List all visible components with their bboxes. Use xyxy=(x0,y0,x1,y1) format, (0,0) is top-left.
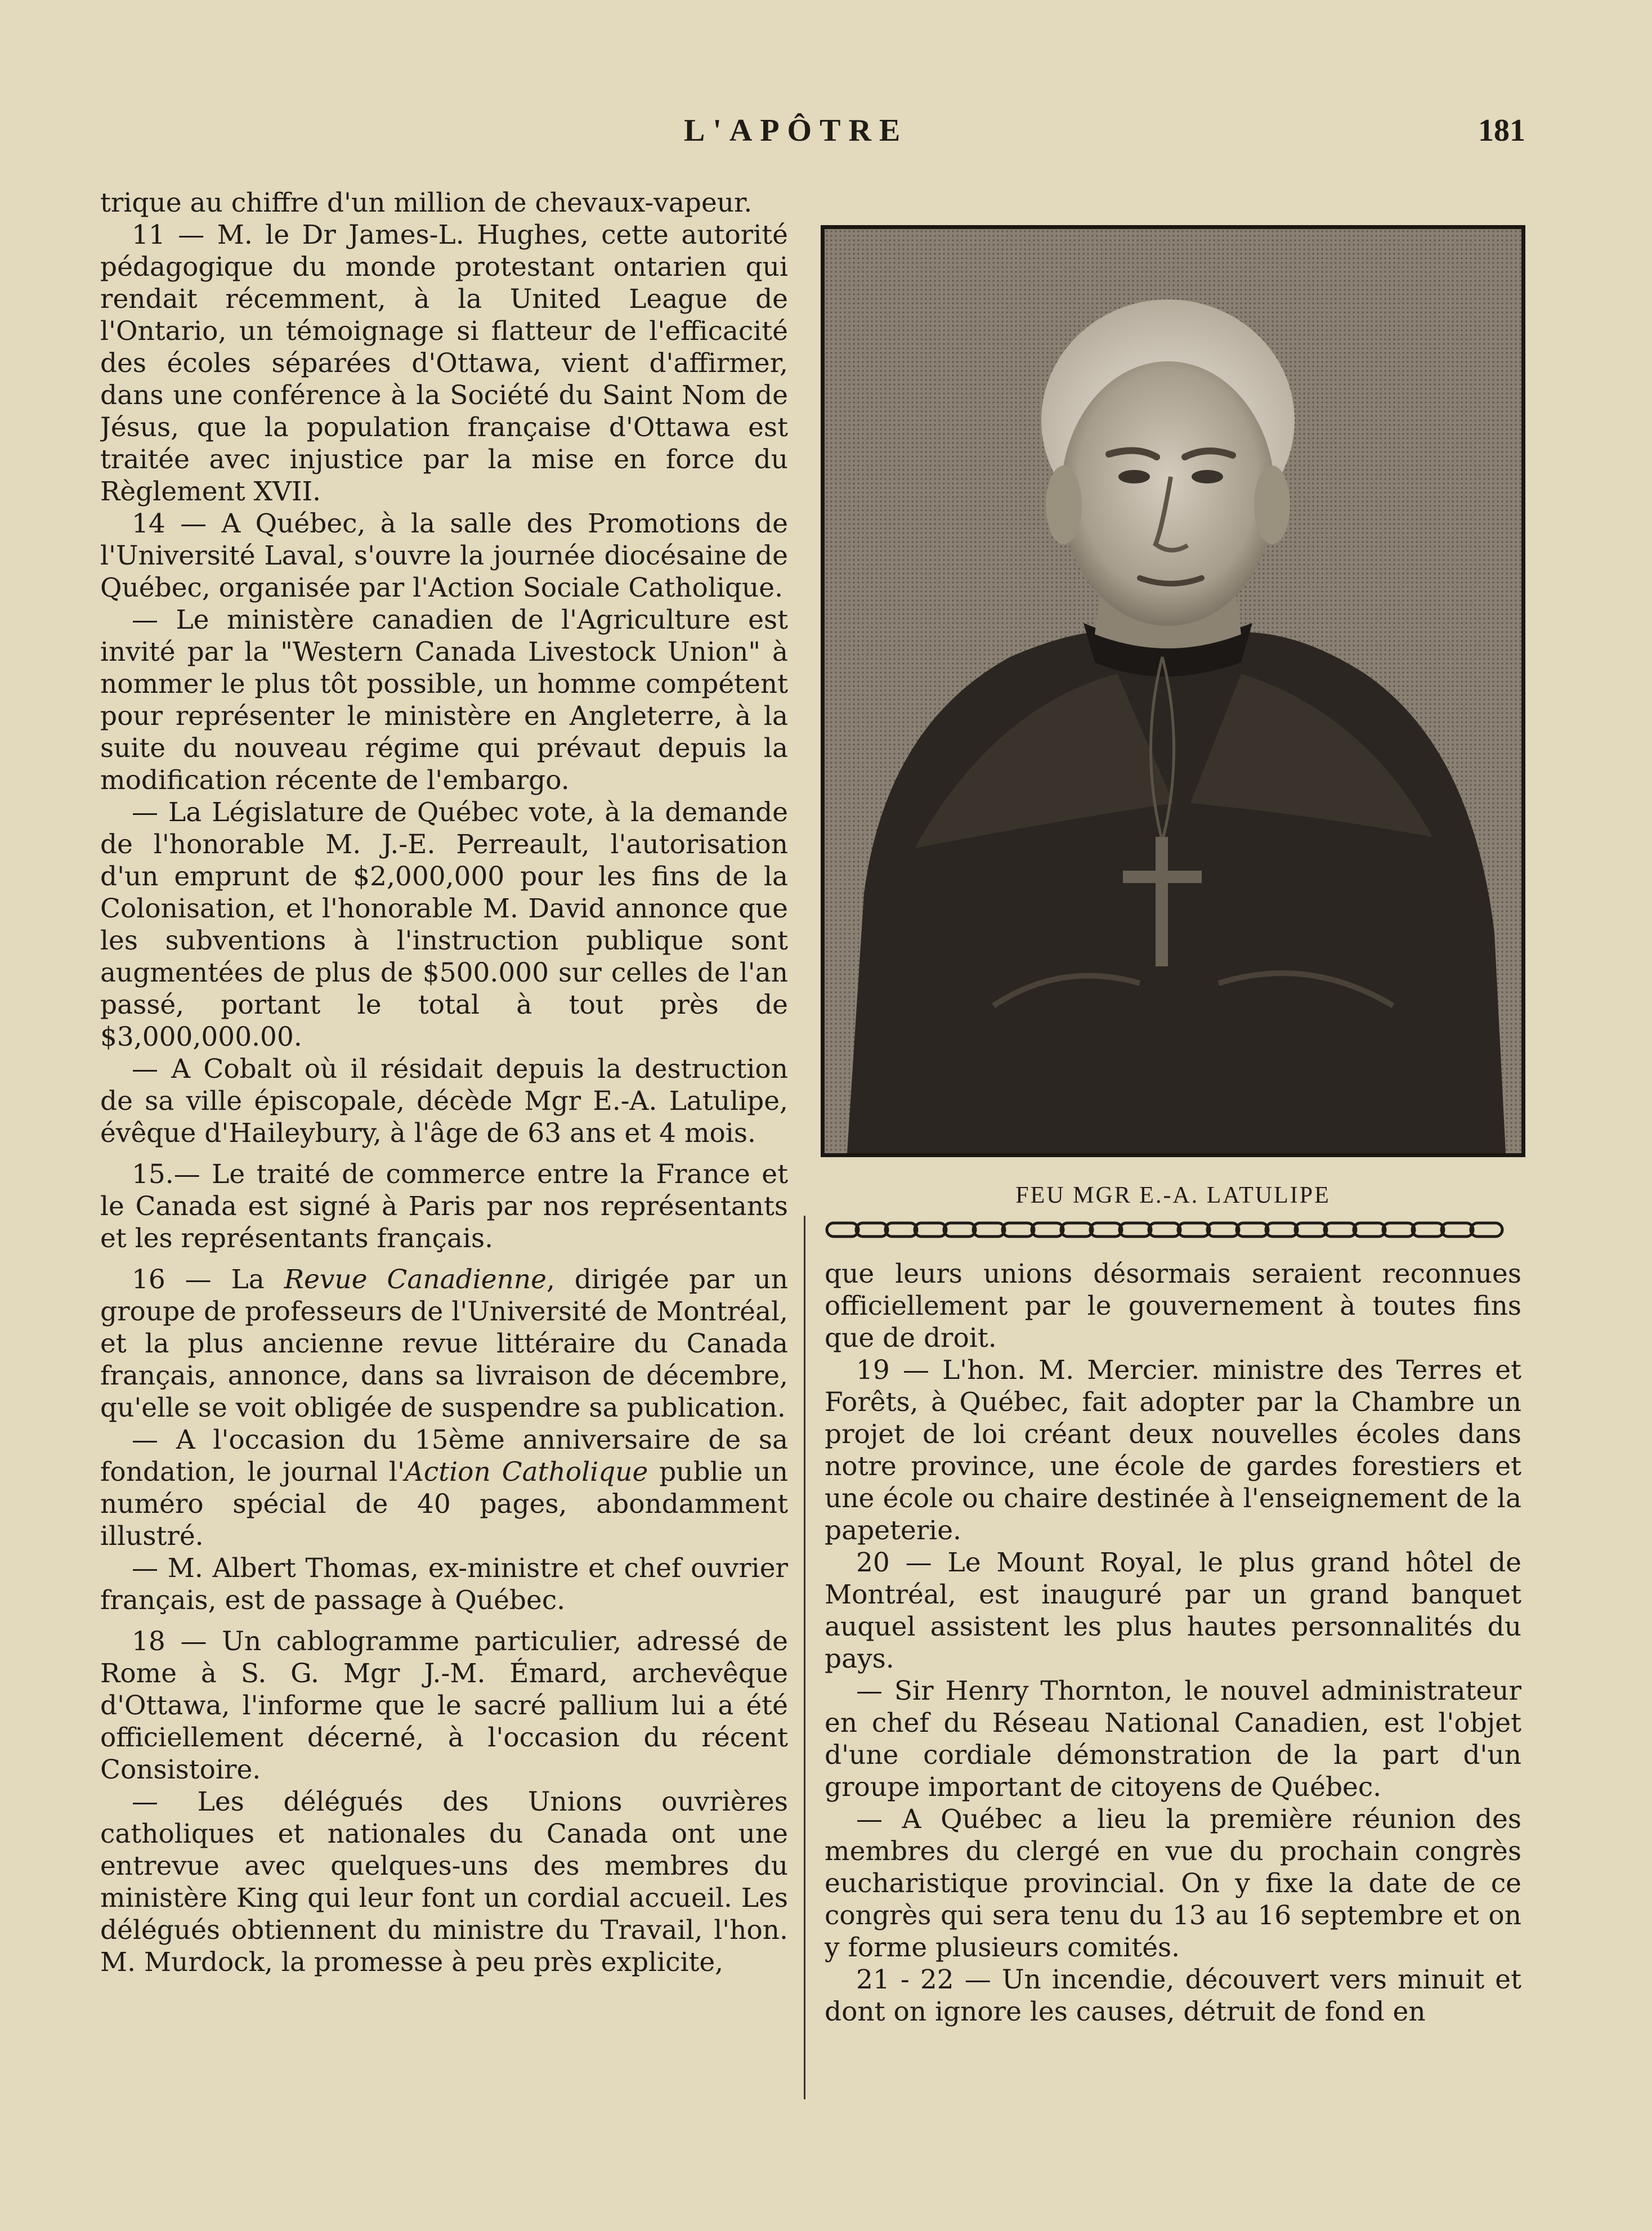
paragraph-gap xyxy=(100,1616,788,1625)
chain-link xyxy=(1032,1223,1063,1237)
chain-ornament-divider xyxy=(825,1218,1525,1241)
paragraph: — Le ministère canadien de l'Agriculture est invité par la "Western Canada Livestock Union" à nommer le plus tôt possible, un homme compétent pour représenter le ministère en Angleterre, à la suite du nouveau régime qui prévaut depuis la modification récente de l'embargo. xyxy=(100,604,788,796)
paragraph: que leurs unions désormais seraient reconnues officiellement par le gouvernement à toutes fins que de droit. xyxy=(825,1258,1521,1354)
paragraph: — M. Albert Thomas, ex-ministre et chef ouvrier français, est de passage à Québec. xyxy=(100,1553,788,1616)
chain-link xyxy=(885,1223,917,1237)
paragraph: — La Législature de Québec vote, à la demande de l'honorable M. J.-E. Perreault, l'autorisation d'un emprunt de $2,000,000 pour les fins de la Colonisation, et l'honorable M. David annonce que les subventions à l'instruction publique sont augmentées de plus de $500.000 sur celles de l'an passé, portant le total à tout près de $3,000,000.00. xyxy=(100,797,788,1052)
portrait-illustration xyxy=(825,229,1521,1153)
italic-title: Revue Canadienne xyxy=(284,1264,547,1295)
paragraph-gap xyxy=(100,1255,788,1264)
chain-link xyxy=(1090,1223,1122,1237)
paragraph: — A l'occasion du 15ème anniversaire de sa fondation, le journal l'Action Catholique publie un numéro spécial de 40 pages, abondamment illustré. xyxy=(100,1424,788,1552)
chain-link xyxy=(1120,1223,1151,1237)
page-number: 181 xyxy=(1478,113,1525,148)
paragraph: 19 — L'hon. M. Mercier. ministre des Terres et Forêts, à Québec, fait adopter par la Chambre un projet de loi créant deux nouvelles écoles dans notre province, une école de gardes forestiers et une école ou chaire destinée à l'enseignement de la papeterie. xyxy=(825,1355,1521,1546)
chain-link xyxy=(1324,1223,1356,1237)
chain-link xyxy=(1178,1223,1210,1237)
portrait-photo xyxy=(821,225,1525,1157)
chain-link xyxy=(1354,1223,1385,1237)
paragraph: 11 — M. le Dr James-L. Hughes, cette autorité pédagogique du monde protestant ontarien qui rendait récemment, à la United League de l'Ontario, un témoignage si flatteur de l'efficacité des écoles séparées d'Ottawa, vient d'affirmer, dans une conférence à la Société du Saint Nom de Jésus, que la population française d'Ottawa est traitée avec injustice par la mise en force du Règlement XVII. xyxy=(100,219,788,507)
paragraph: — Sir Henry Thornton, le nouvel administrateur en chef du Réseau National Canadien, est l'objet d'une cordiale démonstration de la part d'un groupe important de citoyens de Québec. xyxy=(825,1676,1521,1803)
paragraph: 21 - 22 — Un incendie, découvert vers minuit et dont on ignore les causes, détruit de fond en xyxy=(825,1964,1521,2027)
paragraph: 16 — La Revue Canadienne, dirigée par un groupe de professeurs de l'Université de Montréal, et la plus ancienne revue littéraire du Canada français, annonce, dans sa livraison de décembre, qu'elle se voit obligée de suspendre sa publication. xyxy=(100,1264,788,1423)
chain-link xyxy=(856,1223,888,1237)
paragraph: 15.— Le traité de commerce entre la France et le Canada est signé à Paris par nos représentants et les représentants français. xyxy=(100,1159,788,1254)
chain-link xyxy=(973,1223,1005,1237)
paragraph: — A Cobalt où il résidait depuis la destruction de sa ville épiscopale, décède Mgr E.-A. Latulipe, évêque d'Haileybury, à l'âge de 63 ans et 4 mois. xyxy=(100,1054,788,1149)
chain-link xyxy=(1061,1223,1093,1237)
chain-link xyxy=(1002,1223,1034,1237)
chain-link xyxy=(1237,1223,1268,1237)
chain-link xyxy=(1441,1223,1473,1237)
chain-link xyxy=(944,1223,975,1237)
chain-link xyxy=(1295,1223,1327,1237)
chain-link xyxy=(1383,1223,1414,1237)
page-header xyxy=(0,113,1652,158)
column-divider xyxy=(804,1216,805,2099)
chain-link xyxy=(1412,1223,1444,1237)
paragraph: 20 — Le Mount Royal, le plus grand hôtel de Montréal, est inauguré par un grand banquet auquel assistent les plus hautes personnalités du pays. xyxy=(825,1547,1521,1674)
right-column xyxy=(825,1258,1521,2113)
paragraph: 14 — A Québec, à la salle des Promotions de l'Université Laval, s'ouvre la journée diocésaine de Québec, organisée par l'Action Sociale Catholique. xyxy=(100,508,788,603)
italic-title: Action Catholique xyxy=(404,1457,648,1488)
chain-link xyxy=(1149,1223,1180,1237)
chain-link xyxy=(1207,1223,1239,1237)
chain-link xyxy=(1266,1223,1297,1237)
paragraph: — A Québec a lieu la première réunion des membres du clergé en vue du prochain congrès eucharistique provincial. On y fixe la date de ce congrès qui sera tenu du 13 au 16 septembre et on y forme plusieurs comités. xyxy=(825,1804,1521,1963)
chain-link xyxy=(915,1223,946,1237)
paragraph: — Les délégués des Unions ouvrières catholiques et nationales du Canada ont une entrevue avec quelques-uns des membres du ministère King qui leur font un cordial accueil. Les délégués obtiennent du ministre du Travail, l'hon. M. Murdock, la promesse à peu près explicite, xyxy=(100,1786,788,1978)
chain-link xyxy=(1471,1223,1502,1237)
left-column xyxy=(100,187,788,2117)
paragraph-gap xyxy=(100,1149,788,1158)
chain-link xyxy=(827,1223,858,1237)
running-title: L'APÔTRE xyxy=(684,113,908,148)
paragraph: trique au chiffre d'un million de chevaux-vapeur. xyxy=(100,187,753,218)
photo-caption: FEU MGR E.-A. LATULIPE xyxy=(1015,1182,1331,1208)
paragraph: 18 — Un cablogramme particulier, adressé de Rome à S. G. Mgr J.-M. Émard, archevêque d'Ottawa, l'informe que le sacré pallium lui a été officiellement décerné, à l'occasion du récent Consistoire. xyxy=(100,1626,788,1785)
